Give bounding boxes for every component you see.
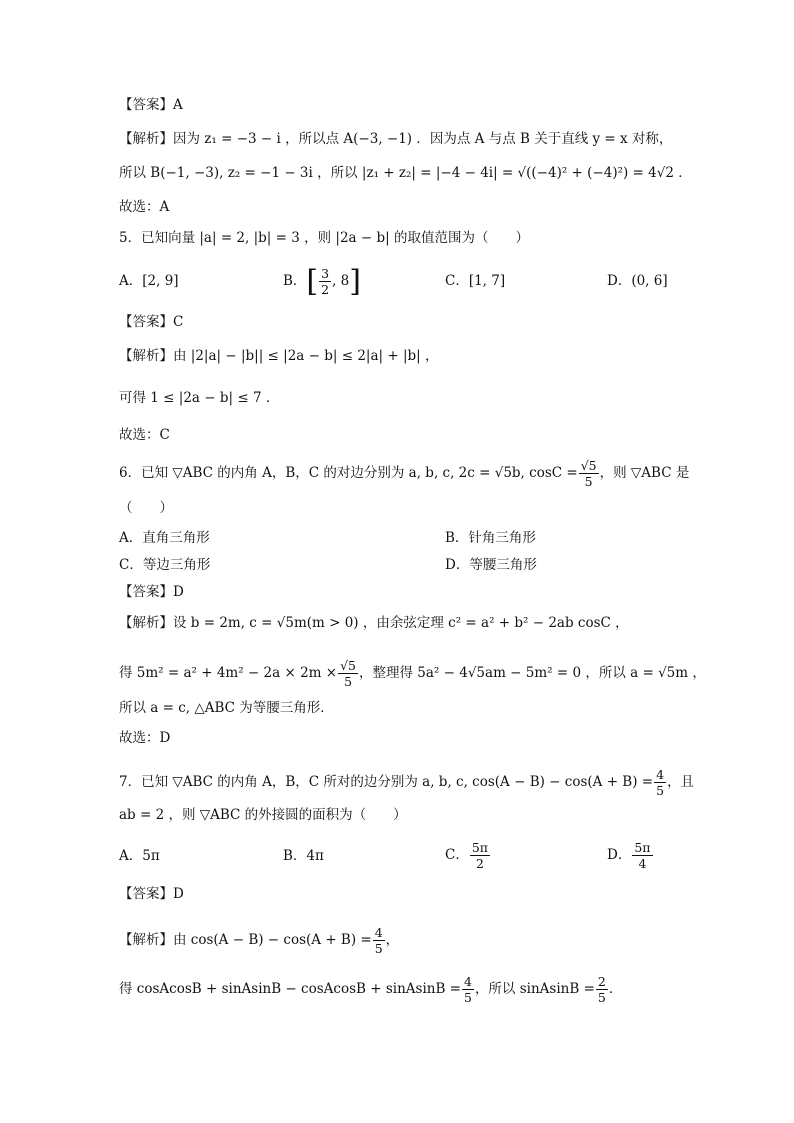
- q7-option-d: [607, 840, 654, 871]
- q5-option-b-close-bracket: ]: [349, 264, 361, 299]
- q7-option-c-denominator: 2: [475, 856, 484, 871]
- q6-option-a: A．直角三角形: [119, 530, 210, 546]
- q7-analysis-2-numerator-2: 2: [597, 974, 606, 989]
- q5-choice: 故选：C: [119, 427, 170, 443]
- q4-answer: 【答案】A: [119, 97, 183, 113]
- q7-answer: 【答案】D: [119, 886, 184, 902]
- q7-analysis-line-1: [119, 925, 399, 956]
- q6-analysis-2-denominator: 5: [344, 674, 353, 689]
- q6-stem-post: ，则 ▽ABC 是: [599, 465, 690, 481]
- q6-analysis-line-3: 所以 a = c, △ABC 为等腰三角形．: [119, 700, 334, 716]
- q7-option-a: A．5π: [119, 848, 160, 864]
- q6-analysis-2-pre: 得 5m² = a² + 4m² − 2a × 2m ×: [119, 665, 338, 681]
- q5-option-b: [283, 266, 361, 297]
- q6-stem: [119, 458, 689, 489]
- q6-answer: 【答案】D: [119, 584, 184, 600]
- q4-analysis-line-1: 【解析】因为 z₁ = −3 − i ，所以点 A(−3, −1) ．因为点 A 与点 B 关于直线 y = x 对称，: [119, 131, 673, 147]
- q6-analysis-2-numerator: √5: [340, 658, 356, 673]
- q5-option-b-numerator: 3: [321, 266, 330, 281]
- q5-stem: 5．已知向量 |a| = 2, |b| = 3 ，则 |2a − b| 的取值范围为（ ）: [119, 230, 529, 246]
- q5-option-b-tail: , 8: [332, 273, 350, 289]
- q7-analysis-2-mid: ，所以 sinAsinB =: [474, 981, 595, 997]
- q5-option-b-fraction: [319, 266, 331, 297]
- q7-analysis-2-numerator-1: 4: [463, 974, 472, 989]
- q7-analysis-2-fraction-1: [462, 974, 474, 1005]
- q7-option-b: B．4π: [283, 848, 324, 864]
- q5-option-b-denominator: 2: [321, 282, 330, 297]
- q6-option-b: B．针角三角形: [445, 530, 536, 546]
- q6-stem-fraction: [579, 458, 599, 489]
- q4-analysis-line-2: 所以 B(−1, −3), z₂ = −1 − 3i ，所以 |z₁ + z₂| = |−4 − 4i| = √((−4)² + (−4)²) = 4√2 ．: [119, 165, 692, 181]
- q7-analysis-line-2: [119, 974, 622, 1005]
- q5-option-d: D．(0, 6]: [607, 273, 668, 289]
- q7-stem-fraction: [654, 767, 666, 798]
- q7-analysis-2-denominator-2: 5: [597, 990, 606, 1005]
- q6-analysis-2-fraction: [338, 658, 358, 689]
- q6-paren: （ ）: [119, 500, 173, 516]
- q6-stem-pre: 6．已知 ▽ABC 的内角 A，B，C 的对边分别为 a, b, c, 2c = √5b, cosC =: [119, 465, 578, 481]
- q7-stem-denominator: 5: [656, 783, 665, 798]
- q6-option-c: C．等边三角形: [119, 557, 211, 573]
- q7-analysis-1-numerator: 4: [374, 925, 383, 940]
- q5-analysis-line-2: 可得 1 ≤ |2a − b| ≤ 7 ．: [119, 390, 280, 406]
- q6-analysis-line-1: 【解析】设 b = 2m, c = √5m(m > 0) ，由余弦定理 c² = a² + b² − 2ab cosC ，: [119, 615, 629, 631]
- q5-option-b-label: B．: [283, 273, 307, 289]
- q7-option-c-fraction: [470, 840, 490, 871]
- q7-analysis-1-pre: 【解析】由 cos(A − B) − cos(A + B) =: [119, 932, 372, 948]
- q6-analysis-2-post: ，整理得 5a² − 4√5am − 5m² = 0 ，所以 a = √5m ，: [359, 665, 706, 681]
- q5-option-c: C．[1, 7]: [445, 273, 506, 289]
- q6-stem-numerator: √5: [580, 458, 597, 473]
- q7-analysis-2-post: ．: [608, 981, 623, 997]
- q7-analysis-1-denominator: 5: [374, 941, 383, 956]
- q7-analysis-2-pre: 得 cosAcosB + sinAsinB − cosAcosB + sinAsinB =: [119, 981, 461, 997]
- q6-stem-denominator: 5: [584, 474, 593, 489]
- q7-option-d-numerator: 5π: [634, 840, 651, 855]
- q7-option-d-denominator: 4: [638, 856, 647, 871]
- q7-option-c-numerator: 5π: [471, 840, 489, 855]
- q5-option-a: A．[2, 9]: [119, 273, 179, 289]
- q7-analysis-2-fraction-2: [596, 974, 608, 1005]
- q6-option-d: D．等腰三角形: [445, 557, 537, 573]
- q6-analysis-line-2: [119, 658, 706, 689]
- q7-option-c-label: C．: [445, 847, 469, 863]
- q7-option-d-label: D．: [607, 847, 632, 863]
- q7-option-d-fraction: [632, 840, 652, 871]
- q7-analysis-2-denominator-1: 5: [463, 990, 472, 1005]
- q7-analysis-1-fraction: [373, 925, 385, 956]
- q7-analysis-1-post: ，: [385, 932, 400, 948]
- q7-stem-post: ，且: [667, 774, 695, 790]
- q5-option-b-open-bracket: [: [306, 264, 319, 299]
- q7-stem-line-1: [119, 767, 694, 798]
- q5-analysis-line-1: 【解析】由 |2|a| − |b|| ≤ |2a − b| ≤ 2|a| + |b| ，: [119, 348, 439, 364]
- q5-answer: 【答案】C: [119, 314, 184, 330]
- q7-option-c: [445, 840, 491, 871]
- q7-stem-line-2: ab = 2 ，则 ▽ABC 的外接圆的面积为（ ）: [119, 807, 407, 823]
- q7-stem-pre: 7．已知 ▽ABC 的内角 A，B，C 所对的边分别为 a, b, c, cos(A − B) − cos(A + B) =: [119, 774, 654, 790]
- q7-stem-numerator: 4: [656, 767, 665, 782]
- q4-choice: 故选：A: [119, 199, 170, 215]
- q6-choice: 故选：D: [119, 730, 171, 746]
